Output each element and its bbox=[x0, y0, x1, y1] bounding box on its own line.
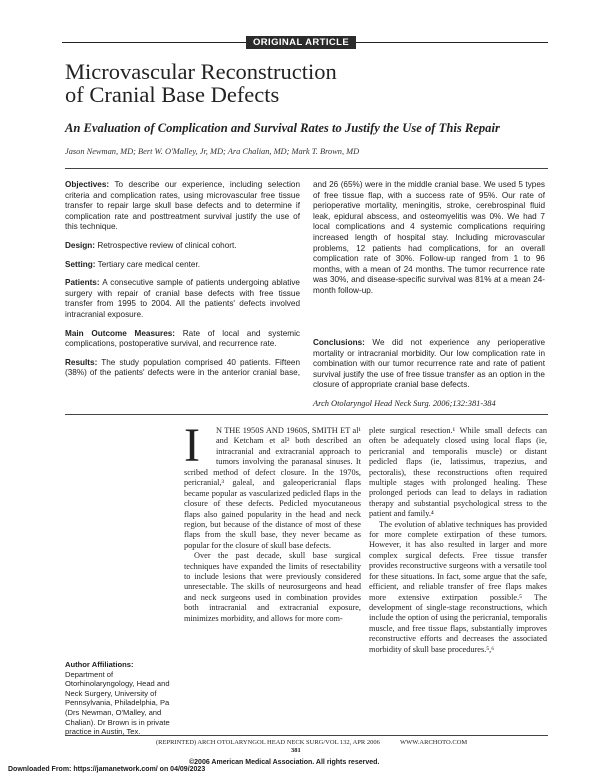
abstract-conclusions bbox=[313, 338, 545, 391]
body-intro-wrap bbox=[216, 426, 361, 468]
results-continuation bbox=[313, 180, 545, 297]
design-text: Retrospective review of clinical cohort. bbox=[97, 240, 237, 250]
affiliations-text: Department of Otorhinolaryngology, Head and Neck Surgery, University of Pennsylvania, Philadelphia, Pa (Drs Newman, O'Malley, and Chalian). Dr Brown is in private practice in Austin, Tex. bbox=[65, 669, 170, 737]
results-text-continued: and 26 (65%) were in the middle cranial base. We used 5 types of free tissue flap, with a success rate of 95%. Our rate of perioperative mortality, meningitis, stroke, cerebrospinal fluid leak, epidural abscess, and osteomyelitis was 0%. We had 7 local complications and 4 systemic complications requiring increased length of hospital stay. Including microvascular problems, 12 patients had complications, for an overall complication rate of 30%. Follow-up ranged from 1 to 96 months, with a mean of 24 months. The tumor recurrence rate was 30%, and disease-specific survival was 81% at a mean 24-month follow-up. bbox=[313, 180, 545, 295]
drop-cap: I bbox=[184, 419, 200, 472]
patients-label: Patients: bbox=[65, 278, 100, 288]
abstract-design bbox=[65, 241, 300, 252]
conclusions-text: We did not experience any perioperative mortality or intracranial morbidity. Our low complication rate in combination with our tumor recurrence rate and rate of patient survival justify the use of free tissue transfer as an option in the closure of appropriate cranial base defects. bbox=[313, 338, 546, 390]
body-paragraph-1-rest: scribed method of defect closure. In the 1970s, pericranial,³ galeal, and galeopericranial flaps became popular as vascularized pedicled flaps in the closure of these defects. Pedicled myocutaneous flaps also gained popularity in the head and neck region, but because of the distance of most of these flaps from the skull base, they never became as popular for the closure of skull base defects. bbox=[184, 468, 361, 550]
abstract-bottom-rule bbox=[65, 414, 548, 415]
abstract-objectives bbox=[65, 180, 300, 233]
body-paragraph-4: The evolution of ablative techniques has provided for more complete extirpation of these tumors. However, it has also resulted in larger and more complex surgical defects. Free tissue transfer provides reconstructive surgeons with a versatile tool for these situations. In fact, some argue that the safe, efficient, and reliable transfer of free flaps makes more extensive extirpation possible.⁵ The development of single-stage reconstructions, which include the option of using the pericranial, temporalis muscle, and free tissue flaps, substantially improves reconstructive efforts and decreases the associated morbidity of skull base procedures.⁵,⁶ bbox=[369, 519, 547, 654]
footer-rule bbox=[65, 735, 548, 736]
objectives-text: To describe our experience, including selection criteria and complication rates, using microvascular free tissue transfer to repair large skull base defects and to determine if complication rate and posttreatment survival justify the use of this technique. bbox=[65, 180, 300, 232]
page-number: 381 bbox=[291, 747, 301, 754]
abstract-results bbox=[65, 358, 300, 379]
results-label: Results: bbox=[65, 357, 98, 367]
title-line-2: of Cranial Base Defects bbox=[65, 82, 280, 107]
setting-text: Tertiary care medical center. bbox=[97, 259, 201, 269]
author-list: Jason Newman, MD; Bert W. O'Malley, Jr, MD; Ara Chalian, MD; Mark T. Brown, MD bbox=[65, 147, 360, 156]
outcomes-label: Main Outcome Measures: bbox=[65, 328, 176, 338]
citation: Arch Otolaryngol Head Neck Surg. 2006;132:381-384 bbox=[313, 398, 496, 408]
body-paragraph-2: Over the past decade, skull base surgical techniques have expanded the limits of resectability to include lesions that were previously considered unresectable. The skills of neurosurgeons and head and neck surgeons used in combination provides both intracranial and extracranial exposure, minimizes morbidity, and allows for more com- bbox=[184, 551, 361, 623]
abstract-setting bbox=[65, 260, 300, 271]
download-notice: Downloaded From: https://jamanetwork.com/ on 04/09/2023 bbox=[8, 766, 206, 773]
author-affiliations bbox=[65, 660, 177, 737]
article-title bbox=[65, 60, 545, 106]
patients-text: A consecutive sample of patients undergoing ablative surgery with repair of cranial base defects with free tissue transfer from 1995 to 2004. All the patients' defects involved intracranial exposure. bbox=[65, 278, 300, 319]
abstract-patients bbox=[65, 278, 300, 320]
abstract-right-column bbox=[313, 180, 545, 418]
results-text: The study population comprised 40 patients. Fifteen (38%) of the patients' defects were in the anterior cranial base, bbox=[65, 357, 300, 378]
objectives-label: Objectives: bbox=[65, 180, 110, 189]
body-paragraph-3: plete surgical resection.¹ While small defects can often be adequately closed using local flaps (ie, pericranial and temporalis muscle) or distant pedicled flaps (ie, latissimus, trapezius, and pectoralis), these reconstructions often required multiple stages with prolonged healing. These prolonged periods can lead to delays in radiation therapy and substantial psychological stress to the patient and family.⁴ bbox=[369, 426, 547, 519]
footer-website: WWW.ARCHOTO.COM bbox=[400, 739, 468, 746]
outcomes-text: Rate of local and systemic complications, postoperative survival, and recurrence rate. bbox=[65, 328, 300, 349]
abstract-left-column bbox=[65, 180, 300, 387]
abstract-results-continued bbox=[313, 180, 545, 330]
conclusions-label: Conclusions: bbox=[313, 338, 365, 347]
body-column-1-text bbox=[184, 468, 361, 624]
abstract-outcomes bbox=[65, 329, 300, 350]
affiliations-heading: Author Affiliations: bbox=[65, 660, 134, 669]
design-label: Design: bbox=[65, 240, 96, 250]
copyright-notice: ©2006 American Medical Association. All rights reserved. bbox=[189, 759, 380, 766]
section-banner: ORIGINAL ARTICLE bbox=[246, 36, 356, 49]
body-column-2 bbox=[369, 426, 547, 655]
setting-label: Setting: bbox=[65, 259, 96, 269]
abstract-top-rule bbox=[65, 168, 548, 169]
body-paragraph-1-top: N THE 1950S AND 1960S, SMITH ET al¹ and Ketcham et al² both described an intracranial and extracranial approach to tumors involving the paranasal sinuses. It bbox=[216, 426, 361, 467]
footer-journal: (REPRINTED) ARCH OTOLARYNGOL HEAD NECK SURG/VOL 132, APR 2006 bbox=[156, 739, 380, 746]
article-subtitle: An Evaluation of Complication and Survival Rates to Justify the Use of This Repair bbox=[65, 121, 500, 135]
title-line-1: Microvascular Reconstruction bbox=[65, 59, 337, 84]
